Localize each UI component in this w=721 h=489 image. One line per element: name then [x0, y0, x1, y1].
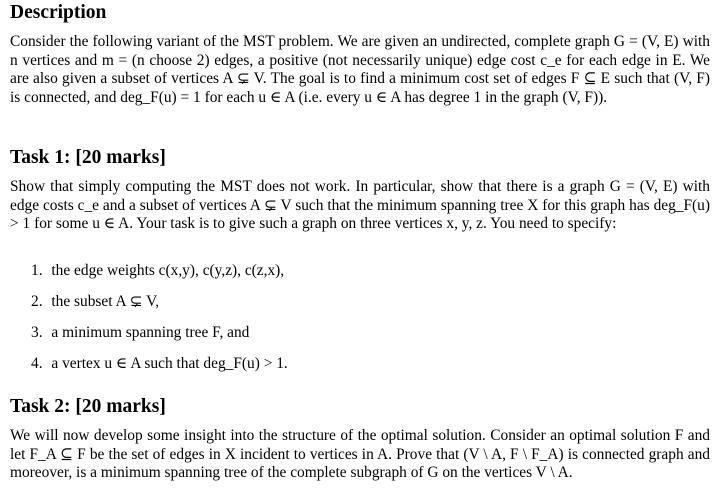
- list-item: [31, 324, 249, 342]
- description-paragraph: Consider the following variant of the MST problem. We are given an undirected, complete graph G = (V, E) with n vertices and m = (n choose 2) edges, a positive (not necessarily unique) edge cost c_e for each edge in E. We are also given a subset of vertices A ⊊ V. The goal is to find a minimum cost set of edges F ⊆ E such that (V, F) is connected, and deg_F(u) = 1 for each u ∈ A (i.e. every u ∈ A has degree 1 in the graph (V, F)).: [10, 33, 710, 106]
- list-item-number: 3.: [31, 324, 43, 341]
- task2-paragraph: We will now develop some insight into the structure of the optimal solution. Consider an optimal solution F and let F_A ⊆ F be the set of edges in X incident to vertices in A. Prove that (V \ A, F \ F_A) is connected graph and moreover, is a minimum spanning tree of the complete subgraph of G on the vertices V \ A.: [10, 427, 710, 481]
- list-item: [31, 355, 288, 373]
- list-item-number: 2.: [31, 293, 43, 310]
- list-item-text: the subset A ⊊ V,: [51, 293, 160, 310]
- task1-heading: Task 1: [20 marks]: [10, 147, 166, 168]
- list-item-text: a vertex u ∈ A such that deg_F(u) > 1.: [51, 355, 288, 372]
- list-item-number: 1.: [31, 262, 43, 279]
- task2-heading: Task 2: [20 marks]: [10, 396, 166, 417]
- list-item-number: 4.: [31, 355, 43, 372]
- list-item-text: the edge weights c(x,y), c(y,z), c(z,x),: [51, 262, 285, 279]
- list-item-text: a minimum spanning tree F, and: [51, 324, 250, 341]
- list-item: [31, 262, 284, 280]
- description-heading: Description: [10, 2, 107, 23]
- task1-paragraph: Show that simply computing the MST does not work. In particular, show that there is a graph G = (V, E) with edge costs c_e and a subset of vertices A ⊊ V such that the minimum spanning tree X for this graph has deg_F(u) > 1 for some u ∈ A. Your task is to give such a graph on three vertices x, y, z. You need to specify:: [10, 178, 710, 232]
- list-item: [31, 293, 159, 311]
